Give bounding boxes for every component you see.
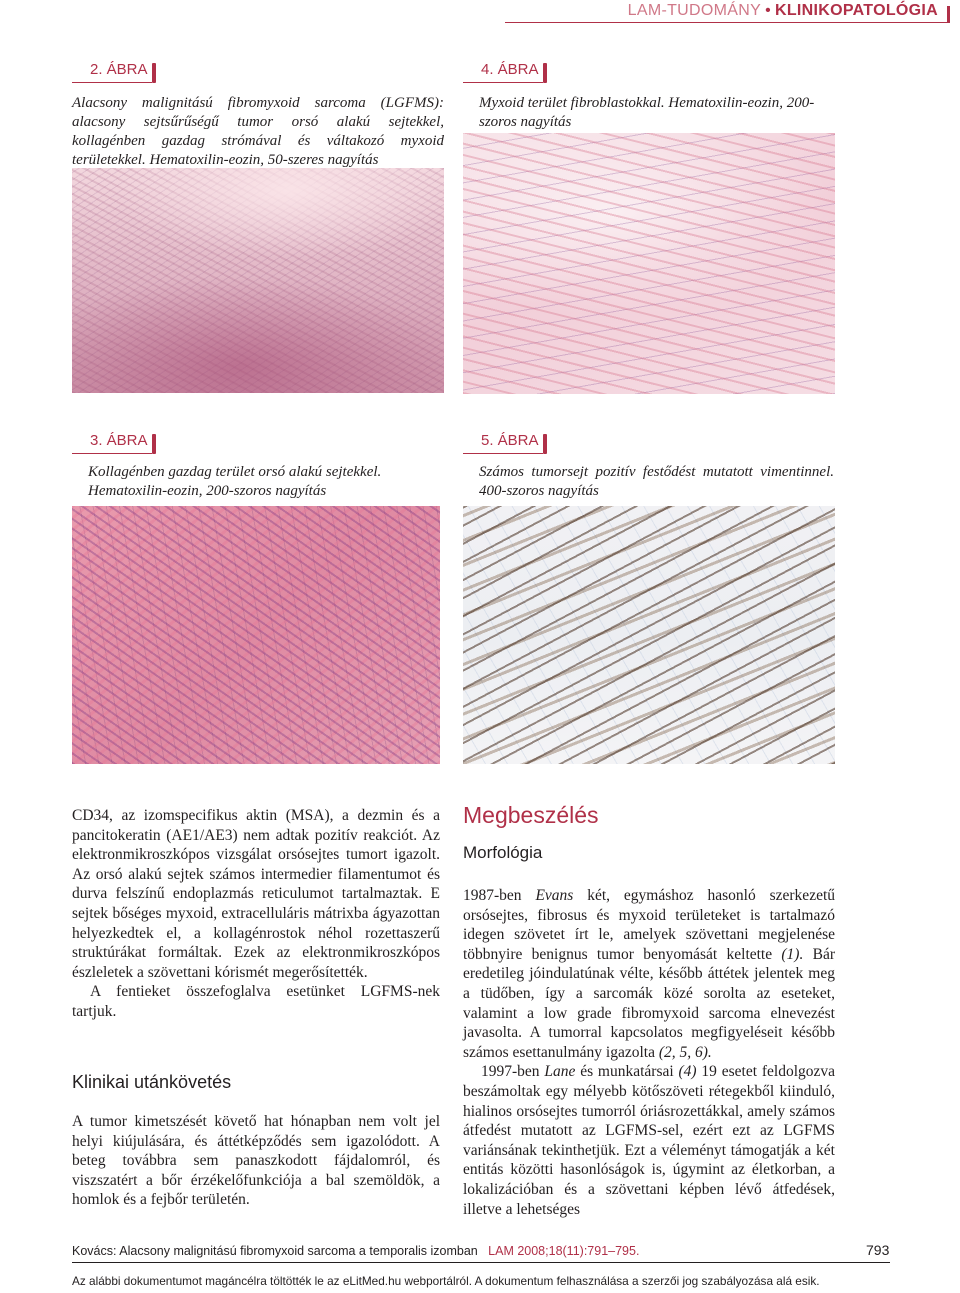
- figure-3-label: [72, 432, 162, 454]
- page-number: 793: [866, 1242, 890, 1258]
- label-underline: [72, 453, 152, 455]
- text-run: Bár eredetileg jóindulatúnak vélte, később áttétek jelentek meg a tüdőben, így a sarcomák közé sorolta az eseteket, valamint a low grade fibromyxoid sarcoma elnevezést javasolta. A tumorral kapcsolatos megfigyeléseit később számos esettanulmány igazolta: [463, 945, 835, 1061]
- left-text-column-followup: [72, 1112, 440, 1210]
- footer-volume: LAM 2008;18(11):791–795.: [488, 1244, 640, 1258]
- label-tick: [543, 63, 547, 83]
- header-title: [628, 2, 938, 20]
- text-run: két, egymáshoz hasonló szerkezetű orsósejtes, fibrosus és myxoid területeket is tartalmazó idegen szövetet írt le, amelyek szövettani megjelenése többnyire benignus tumor benyomását keltette: [463, 887, 836, 963]
- right-text-column: [463, 886, 835, 1219]
- label-tick: [152, 63, 156, 83]
- figure-3-caption: Kollagénben gazdag terület orsó alakú sejtekkel. Hematoxilin-eozin, 200-szoros nagyítás: [88, 464, 382, 499]
- figure-4-label-text: 4. ÁBRA: [481, 61, 539, 78]
- figure-2-label: [72, 61, 162, 83]
- download-notice: Az alábbi dokumentumot magáncélra töltötték le az eLitMed.hu webportálról. A dokumentum felhasználása a szerzői jog szabályozása alá esik.: [72, 1274, 820, 1288]
- header-section: LAM-TUDOMÁNY: [627, 2, 762, 19]
- figure-5-caption: Számos tumorsejt pozitív festődést mutatott vimentinnel. 400-szoros nagyítás: [479, 464, 834, 499]
- reference: (4): [678, 1063, 697, 1081]
- text-run: 19 esetet feldolgozva beszámoltak egy mélyebb kötőszöveti rétegekből kiinduló, hialinos orsósejtes tumorról óriásrozettákkal, amely számos átfedést mutatott az LGFMS-sel, ezért ezt az LGFMS variánsának tekinthetjük. Ezt a véleményt támogatják a két entitás közötti hasonlóságok is, úgymint az életkorban, a lokalizációban és a szövettani képben lévő átfedések, illetve a lehetséges: [463, 1063, 836, 1218]
- header-category: KLINIKOPATOLÓGIA: [774, 2, 938, 19]
- author-name: Evans: [535, 887, 574, 904]
- footer-citation: Kovács: Alacsony malignitású fibromyxoid sarcoma a temporalis izomban: [72, 1244, 478, 1258]
- label-tick: [152, 434, 156, 454]
- figure-4-caption: Myxoid terület fibroblastokkal. Hematoxilin-eozin, 200-szoros nagyítás: [479, 95, 815, 130]
- figure-5-micrograph: [463, 506, 835, 764]
- header-bullet: •: [765, 2, 771, 19]
- section-heading-discussion: Megbeszélés: [463, 802, 599, 828]
- section-heading-followup: Klinikai utánkövetés: [72, 1072, 232, 1092]
- figure-2-label-text: 2. ÁBRA: [90, 61, 148, 78]
- subheading-morphology: Morfológia: [463, 843, 543, 862]
- paragraph: [463, 886, 835, 1062]
- reference: (1).: [781, 945, 804, 963]
- figure-3-micrograph: [72, 506, 440, 764]
- paragraph: A tumor kimetszését követő hat hónapban nem volt jel helyi kiújulására, és áttétképződés sem igazolódott. A beteg továbbra sem panaszkodott fájdalomról, és viszszatért a bőr érzékelőfunkciója a bal szemöldök, a homlok és a fejbőr területén.: [72, 1113, 440, 1209]
- left-text-column: [72, 806, 440, 1022]
- figure-4-label: [463, 61, 553, 83]
- text-run: 1997-ben: [481, 1063, 545, 1081]
- figure-2-micrograph: [72, 168, 444, 393]
- header-tab-mark: [947, 6, 950, 22]
- author-name: Lane: [544, 1063, 576, 1081]
- figure-4-micrograph: [463, 133, 835, 394]
- figure-2-caption: Alacsony malignitású fibromyxoid sarcoma (LGFMS): alacsony sejtsűrűségű tumor orsó alakú sejtekkel, kollagénben gazdag strómával és váltakozó myxoid területekkel. Hematoxilin-eozin, 50-szeres nagyítás: [72, 95, 444, 168]
- footer-rule: [72, 1262, 890, 1263]
- figure-5-label: [463, 432, 553, 454]
- label-underline: [463, 453, 543, 455]
- footer-citation-line: [72, 1244, 639, 1258]
- figure-5-label-text: 5. ÁBRA: [481, 432, 539, 449]
- label-tick: [543, 434, 547, 454]
- label-underline: [72, 82, 152, 84]
- paragraph: CD34, az izomspecifikus aktin (MSA), a dezmin és a pancitokeratin (AE1/AE3) nem adtak pozitív reakciót. Az elektronmikroszkópos vizsgálat orsósejtes tumort igazolt. Az orsó alakú sejtek számos intermedier filamentumot és durva felszínű endoplazmás reticulumot tartalmaztak. E sejtek bőséges myxoid, extracelluláris mátrixba ágyazottan helyezkedtek el, a kollagénrostok néhol rozettaszerű struktúrákat formáltak. Ezek az elektronmikroszkópos észleletek a szövettani kórismét megerősítették.: [72, 807, 440, 981]
- paragraph: A fentieket összefoglalva esetünket LGFMS-nek tartjuk.: [72, 983, 440, 1020]
- reference: (2, 5, 6).: [658, 1043, 712, 1061]
- label-underline: [463, 82, 543, 84]
- text-run: 1987-ben: [463, 887, 536, 904]
- paragraph: [463, 1062, 835, 1219]
- running-header: [505, 0, 950, 23]
- text-run: és munkatársai: [575, 1063, 679, 1081]
- figure-3-label-text: 3. ÁBRA: [90, 432, 148, 449]
